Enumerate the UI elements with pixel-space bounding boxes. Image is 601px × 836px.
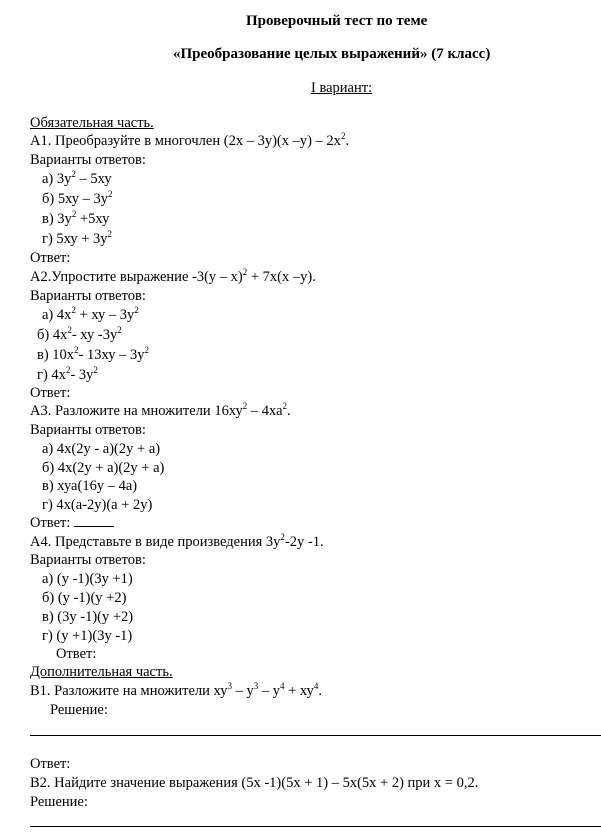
option-a3-b: б) 4х(2у + а)(2у + а) xyxy=(42,460,165,476)
options-label-a1: Варианты ответов: xyxy=(30,152,146,168)
option-a4-d: г) (у +1)(3у -1) xyxy=(42,628,133,644)
additional-section-heading: Дополнительная часть. xyxy=(30,664,173,680)
answer-blank-a3[interactable] xyxy=(74,514,114,527)
test-title: Проверочный тест по теме xyxy=(246,13,428,29)
question-a2: А2.Упростите выражение -3(у – х)$^2$ + 7х(х –у). xyxy=(30,267,316,285)
options-label-a2: Варианты ответов: xyxy=(30,288,146,304)
question-b2: В2. Найдите значение выражения (5х -1)(5х + 1) – 5х(5х + 2) при х = 0,2. xyxy=(30,775,479,791)
option-a1-d: г) $5ху + 3у^2$ xyxy=(42,229,113,247)
option-a2-b: б) $4х^2-$ ху $-3у^2$ xyxy=(37,325,122,343)
mandatory-section-heading: Обязательная часть. xyxy=(30,115,154,131)
option-a1-c: в) $3у^2 +5ху$ xyxy=(42,209,110,227)
test-subtitle: «Преобразование целых выражений» (7 класс) xyxy=(173,46,491,62)
solution-label-b1: Решение: xyxy=(50,702,108,718)
answer-label-a2: Ответ: xyxy=(30,385,71,401)
option-a2-a: а) $4х^2$ + ху – $3у^2$ xyxy=(42,305,139,323)
option-a2-d: г) $4х^2-$ $3у^2$ xyxy=(37,365,98,383)
option-a4-c: в) (3у -1)(у +2) xyxy=(42,609,134,625)
question-a3: А3. Разложите на множители $16ху^2 - 4ха^2$. xyxy=(30,401,291,419)
option-a1-b: б) $5ху - 3у^2$ xyxy=(42,189,113,207)
answer-label-b1: Ответ: xyxy=(30,756,71,772)
options-label-a4: Варианты ответов: xyxy=(30,552,146,568)
question-a1: А1. Преобразуйте в многочлен (2х – 3у)(х $-у) - 2х^2$. xyxy=(30,131,350,149)
variant-label: I вариант: xyxy=(311,80,373,96)
question-a4: А4. Представьте в виде произведения $3у^2-2у$ -1. xyxy=(30,532,324,550)
options-label-a3: Варианты ответов: xyxy=(30,422,146,438)
option-a3-c: в) хуа(16у – 4а) xyxy=(42,478,138,494)
solution-label-b2: Решение: xyxy=(30,794,88,810)
answer-label-a4: Ответ: xyxy=(56,646,97,662)
answer-label-a3: Ответ: xyxy=(30,514,114,532)
option-a3-a: а) 4х(2у - а)(2у + а) xyxy=(42,441,161,457)
question-b1: В1. Разложите на множители $ху^3 - у^3 - у^4 + ху^4$. xyxy=(30,681,322,699)
solution-line-b1 xyxy=(30,735,601,736)
option-a4-b: б) (у -1)(у +2) xyxy=(42,590,127,606)
answer-label-a1: Ответ: xyxy=(30,250,71,266)
option-a4-a: а) (у -1)(3у +1) xyxy=(42,571,133,587)
option-a1-a: а) $3у^2 - 5ху$ xyxy=(42,169,112,187)
solution-line-b2 xyxy=(30,826,601,827)
option-a3-d: г) 4х(а-2у)(а + 2у) xyxy=(42,497,153,513)
option-a2-c: в) $10х^2-$ $13ху - 3у^2$ xyxy=(37,345,149,363)
